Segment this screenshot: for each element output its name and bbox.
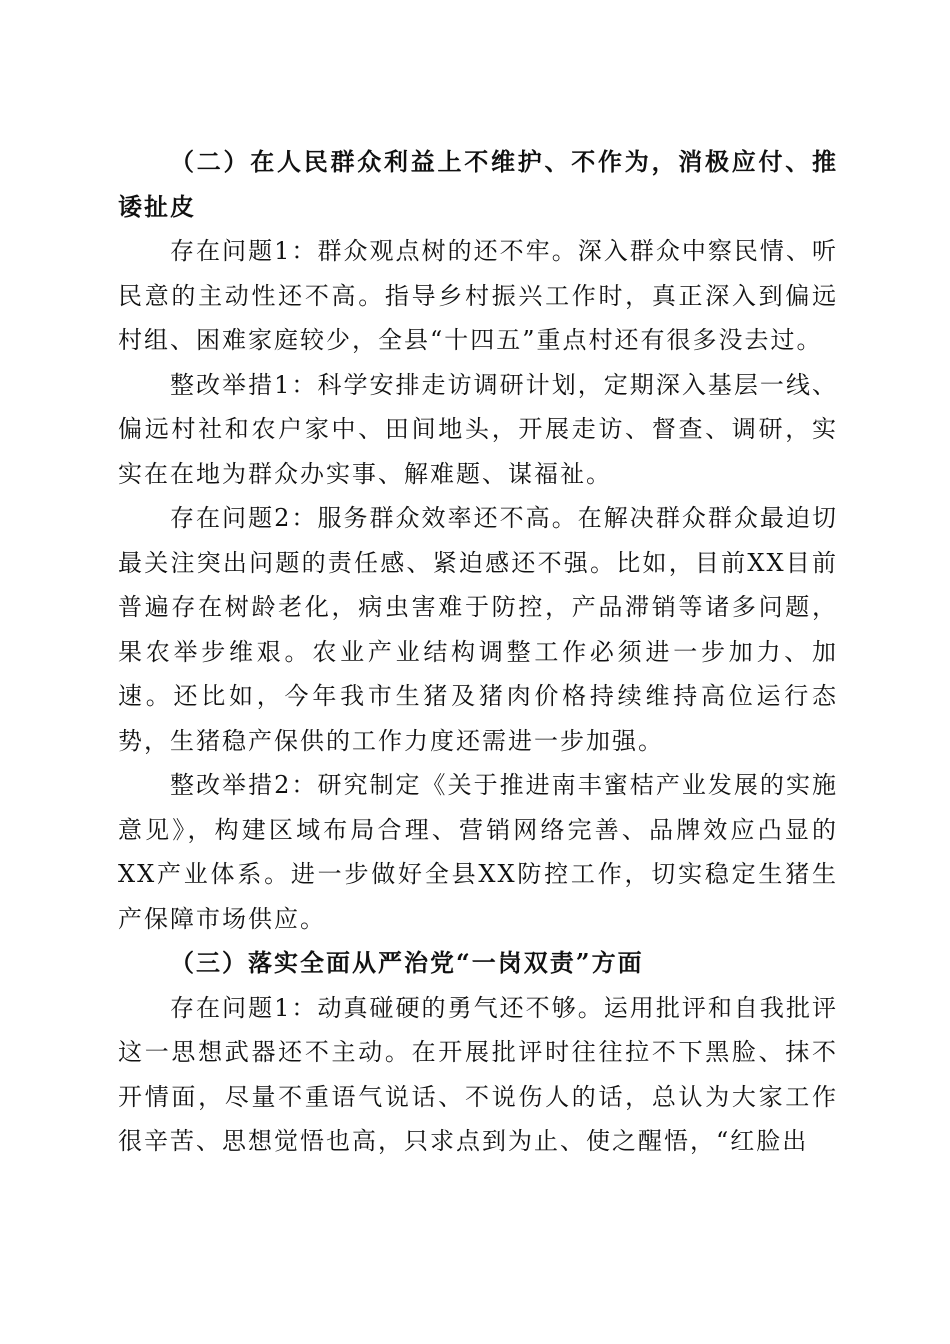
section-heading-2: （二）在人民群众利益上不维护、不作为，消极应付、推诿扯皮 xyxy=(118,147,838,221)
problem-paragraph-2: 存在问题2：服务群众效率还不高。在解决群众群众最迫切最关注突出问题的责任感、紧迫感还不强。比如，目前XX目前普遍存在树龄老化，病虫害难于防控，产品滞销等诸多问题，果农举步维艰。农业产业结构调整工作必须进一步加力、加速。还比如，今年我市生猪及猪肉价格持续维持高位运行态势，生猪稳产保供的工作力度还需进一步加强。 xyxy=(118,504,838,755)
measure-paragraph-1: 整改举措1：科学安排走访调研计划，定期深入基层一线、偏远村社和农户家中、田间地头，开展走访、督查、调研，实实在在地为群众办实事、解难题、谋福祉。 xyxy=(118,370,838,488)
measure-paragraph-2: 整改举措2：研究制定《关于推进南丰蜜桔产业发展的实施意见》，构建区域布局合理、营销网络完善、品牌效应凸显的XX产业体系。进一步做好全县XX防控工作，切实稳定生猪生产保障市场供应。 xyxy=(118,771,838,933)
document-body xyxy=(118,140,838,1164)
section-heading-3: （三）落实全面从严治党“一岗双责”方面 xyxy=(170,948,644,977)
problem-paragraph-3: 存在问题1：动真碰硬的勇气还不够。运用批评和自我批评这一思想武器还不主动。在开展批评时往往拉不下黑脸、抹不开情面，尽量不重语气说话、不说伤人的话，总认为大家工作很辛苦、思想觉悟也高，只求点到为止、使之醒悟，“红脸出 xyxy=(118,993,838,1155)
problem-paragraph-1: 存在问题1：群众观点树的还不牢。深入群众中察民情、听民意的主动性还不高。指导乡村振兴工作时，真正深入到偏远村组、困难家庭较少，全县“十四五”重点村还有很多没去过。 xyxy=(118,237,838,354)
